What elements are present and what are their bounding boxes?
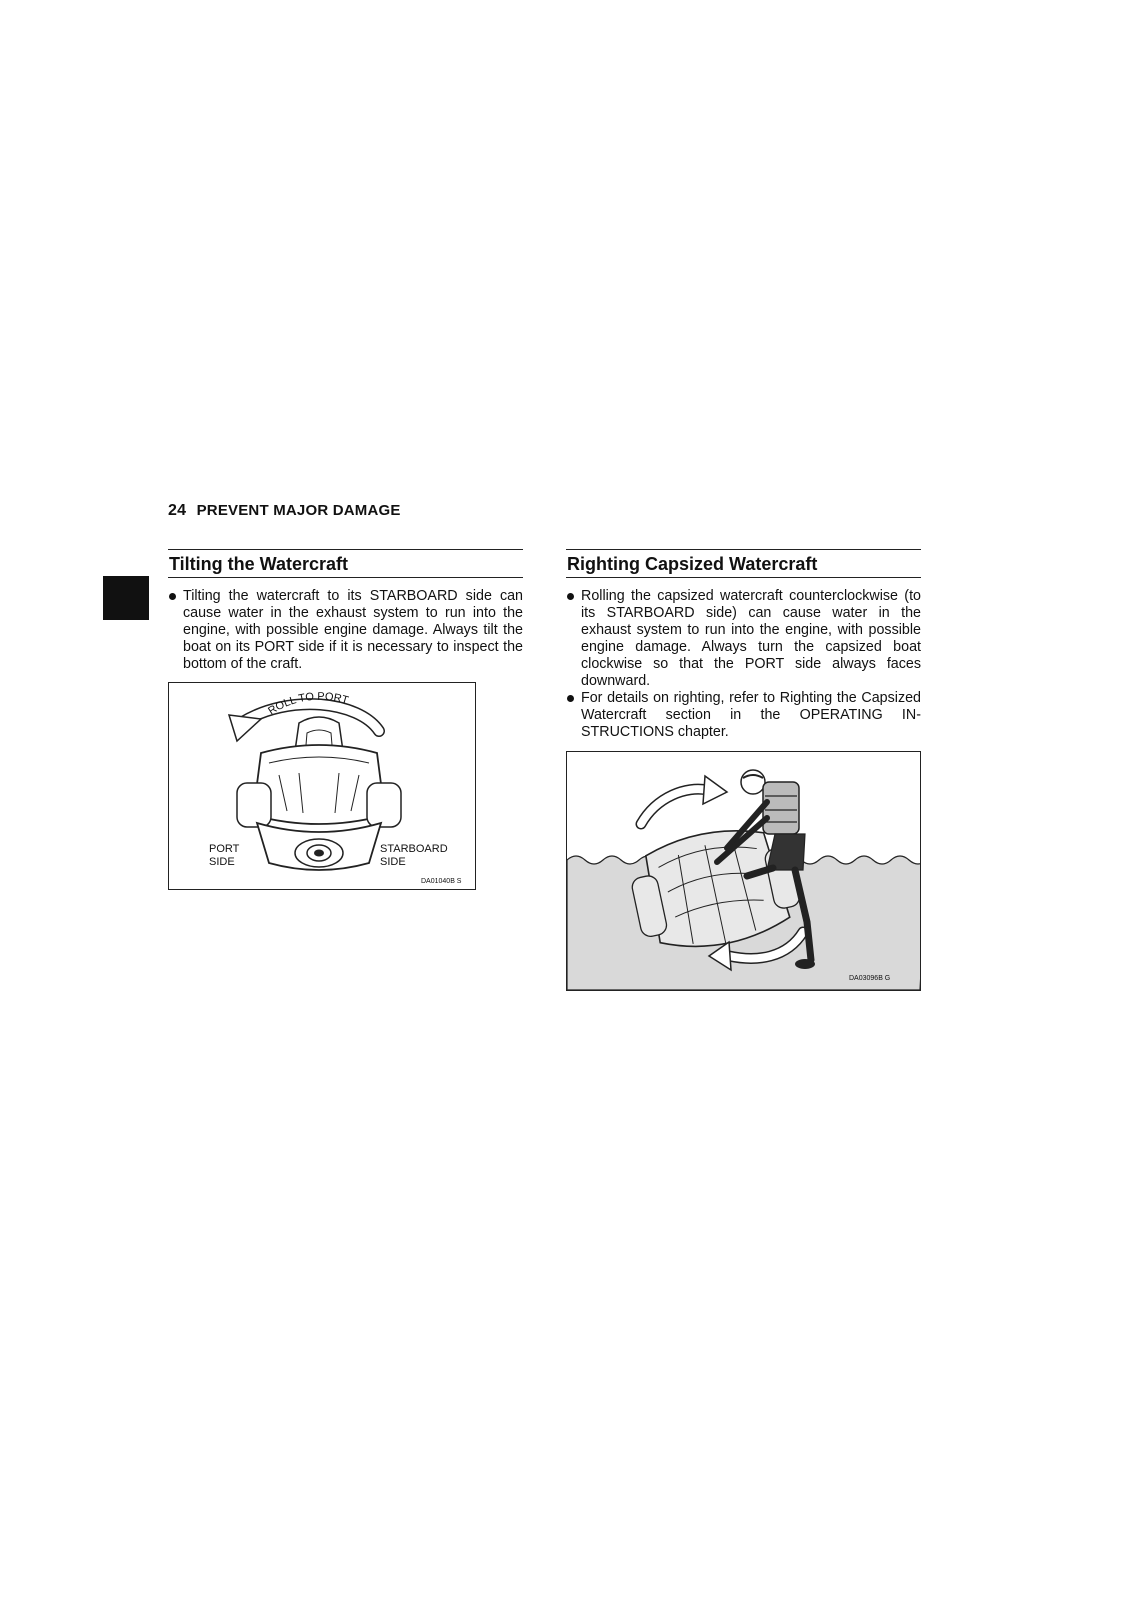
figure-righting-capsized	[566, 751, 921, 991]
list-item	[566, 588, 921, 690]
bullet-dot-icon	[169, 593, 176, 600]
chapter-title: PREVENT MAJOR DAMAGE	[196, 502, 401, 519]
section-title-tilting: Tilting the Watercraft	[168, 549, 523, 578]
chapter-tab-marker	[103, 576, 149, 620]
right-column	[566, 549, 921, 741]
starboard-label-line1: STARBOARD	[380, 843, 448, 855]
righting-illustration	[567, 752, 920, 990]
tilting-bullet-list	[168, 588, 523, 673]
page-header	[168, 502, 401, 520]
section-title-righting: Righting Capsized Watercraft	[566, 549, 921, 578]
figure-roll-to-port	[168, 682, 476, 890]
arrow-caption: ROLL TO PORT	[266, 690, 350, 718]
starboard-side-label	[380, 843, 448, 869]
righting-bullet-list	[566, 588, 921, 741]
list-item	[168, 588, 523, 673]
bullet-dot-icon	[567, 695, 574, 702]
bullet-text: For details on righting, refer to Righting the Capsized Watercraft section in the OPERATING INSTRUCTIONS chapter.	[581, 690, 921, 740]
port-label-line1: PORT	[209, 843, 240, 855]
bullet-dot-icon	[567, 593, 574, 600]
bullet-text: Tilting the watercraft to its STARBOARD side can cause water in the exhaust system to run into the engine, with possible engine damage. Always tilt the boat on its PORT side if it is necessary to inspect the bottom of the craft.	[183, 588, 523, 672]
bullet-text: Rolling the capsized watercraft counterclockwise (to its STARBOARD side) can cause water in the exhaust system to run into the engine, with possible engine damage. Always turn the capsized boat clockwise so that the PORT side always faces downward.	[581, 588, 921, 689]
list-item	[566, 690, 921, 741]
left-column	[168, 549, 523, 673]
port-side-label	[209, 843, 239, 869]
port-label-line2: SIDE	[209, 856, 235, 868]
figure-code: DA03096B G	[849, 975, 891, 982]
starboard-label-line2: SIDE	[380, 856, 406, 868]
page-number: 24	[168, 502, 187, 519]
figure-code: DA01040B S	[421, 878, 462, 885]
